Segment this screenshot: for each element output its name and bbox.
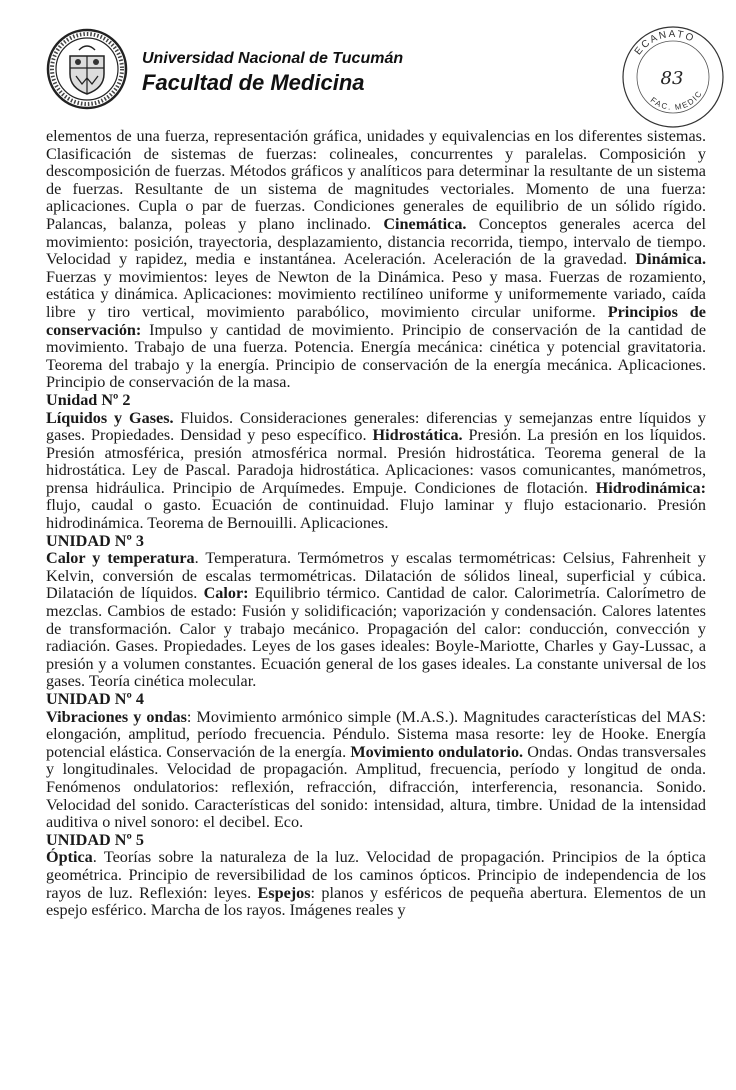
unit-3-heading: UNIDAD Nº 3 [46, 531, 144, 550]
stamp-bottom-text: FAC. MEDIC [648, 88, 705, 112]
unit-4-heading: UNIDAD Nº 4 [46, 690, 144, 708]
letterhead [46, 20, 726, 130]
unit-5-heading: UNIDAD Nº 5 [46, 830, 144, 849]
svg-text:ECANATO [633, 29, 697, 57]
syllabus-body [46, 128, 706, 920]
paragraph-intro: elementos de una fuerza, representación gráfica, unidades y equivalencias en los diferentes sistemas. Clasificación de sistemas de fuerzas: colineales, concurrentes y paralelas. Composición y descomposición de fuerzas. Métodos gráficos y analíticos para determinar la resultante de un sistema de fuerzas. Resultante de un sistema de magnitudes vectoriales. Momento de una fuerza: aplicaciones. Cupla o par de fuerzas. Condiciones generales de equilibrio de un sólido rígido. Palancas, balanza, poleas y plano inclinado. Cinemática. Conceptos generales acerca del movimiento: posición, trayectoria, desplazamiento, distancia recorrida, tiempo, intervalo de tiempo. Velocidad y rapidez, media e instantánea. Aceleración. Aceleración de la gravedad. Dinámica. Fuerzas y movimientos: leyes de Newton de la Dinámica. Peso y masa. Fuerzas de rozamiento, estática y dinámica. Aplicaciones: movimiento rectilíneo uniforme y uniformemente variado, caída libre y tiro vertical, movimiento parabólico, movimiento circular uniforme. Principios de conservación: Impulso y cantidad de movimiento. Principio de conservación de la cantidad de movimiento. Trabajo de una fuerza. Potencia. Energía mecánica: cinética y potencial gravitatoria. Teorema del trabajo y la energía. Principio de conservación de la energía mecánica. Aplicaciones. Principio de conservación de la masa. [46, 127, 706, 392]
university-name: Universidad Nacional de Tucumán [142, 50, 404, 67]
unit-2-paragraph: Líquidos y Gases. Fluidos. Consideraciones generales: diferencias y semejanzas entre líquidos y gases. Propiedades. Densidad y peso específico. Hidrostática. Presión. La presión en los líquidos. Presión atmosférica, presión atmosférica normal. Presión hidrostática. Teorema general de la hidrostática. Ley de Pascal. Paradoja hidrostática. Aplicaciones: vasos comunicantes, manómetros, prensa hidráulica. Principio de Arquímedes. Empuje. Condiciones de flotación. Hidrodinámica: flujo, caudal o gasto. Ecuación de continuidad. Flujo laminar y flujo estacionario. Presión hidrodinámica. Teorema de Bernouilli. Aplicaciones. [46, 408, 707, 533]
dean-office-stamp [618, 22, 728, 132]
unit-2-heading: Unidad Nº 2 [46, 390, 131, 409]
unit-4-paragraph: Vibraciones y ondas: Movimiento armónico simple (M.A.S.). Magnitudes características del MAS: elongación, amplitud, período frecuencia. Péndulo. Sistema masa resorte: ley de Hooke. Energía potencial elástica. Conservación de la energía. Movimiento ondulatorio. Ondas. Ondas transversales y longitudinales. Velocidad de propagación. Amplitud, frecuencia, período y longitud de onda. Fenómenos ondulatorios: reflexión, refracción, difracción, interferencia, resonancia. Sonido. Velocidad del sonido. Características del sonido: intensidad, altura, timbre. Unidad de la intensidad auditiva o nivel sonoro: el decibel. Eco. [46, 707, 707, 832]
unit-3-paragraph: Calor y temperatura. Temperatura. Termómetros y escalas termométricas: Celsius, Fahrenheit y Kelvin, conversión de escalas termométricas. Dilatación de sólidos lineal, superficial y cúbica. Dilatación de líquidos. Calor: Equilibrio térmico. Cantidad de calor. Calorimetría. Calorímetro de mezclas. Cambios de estado: Fusión y solidificación; vaporización y condensación. Calores latentes de transformación. Calor y trabajo mecánico. Propagación del calor: conducción, convección y radiación. Gases. Propiedades. Leyes de los gases ideales: Boyle-Mariotte, Charles y Gay-Lussac, a presión y a volumen constantes. Ecuación general de los gases ideales. La constante universal de los gases. Teoría cinética molecular. [46, 549, 706, 691]
svg-text:FAC. MEDIC [649, 89, 705, 112]
stamp-page-number: 83 [660, 68, 684, 89]
university-seal-icon [46, 28, 128, 110]
unit-5-paragraph: Óptica. Teorías sobre la naturaleza de la luz. Velocidad de propagación. Principios de la óptica geométrica. Principio de reversibilidad de los caminos ópticos. Principio de independencia de los rayos de luz. Reflexión: leyes. Espejos: planos y esféricos de pequeña abertura. Elementos de un espejo esférico. Marcha de los rayos. Imágenes reales y [46, 848, 706, 920]
faculty-name: Facultad de Medicina [142, 70, 365, 95]
stamp-top-text: ECANATO [632, 28, 697, 58]
